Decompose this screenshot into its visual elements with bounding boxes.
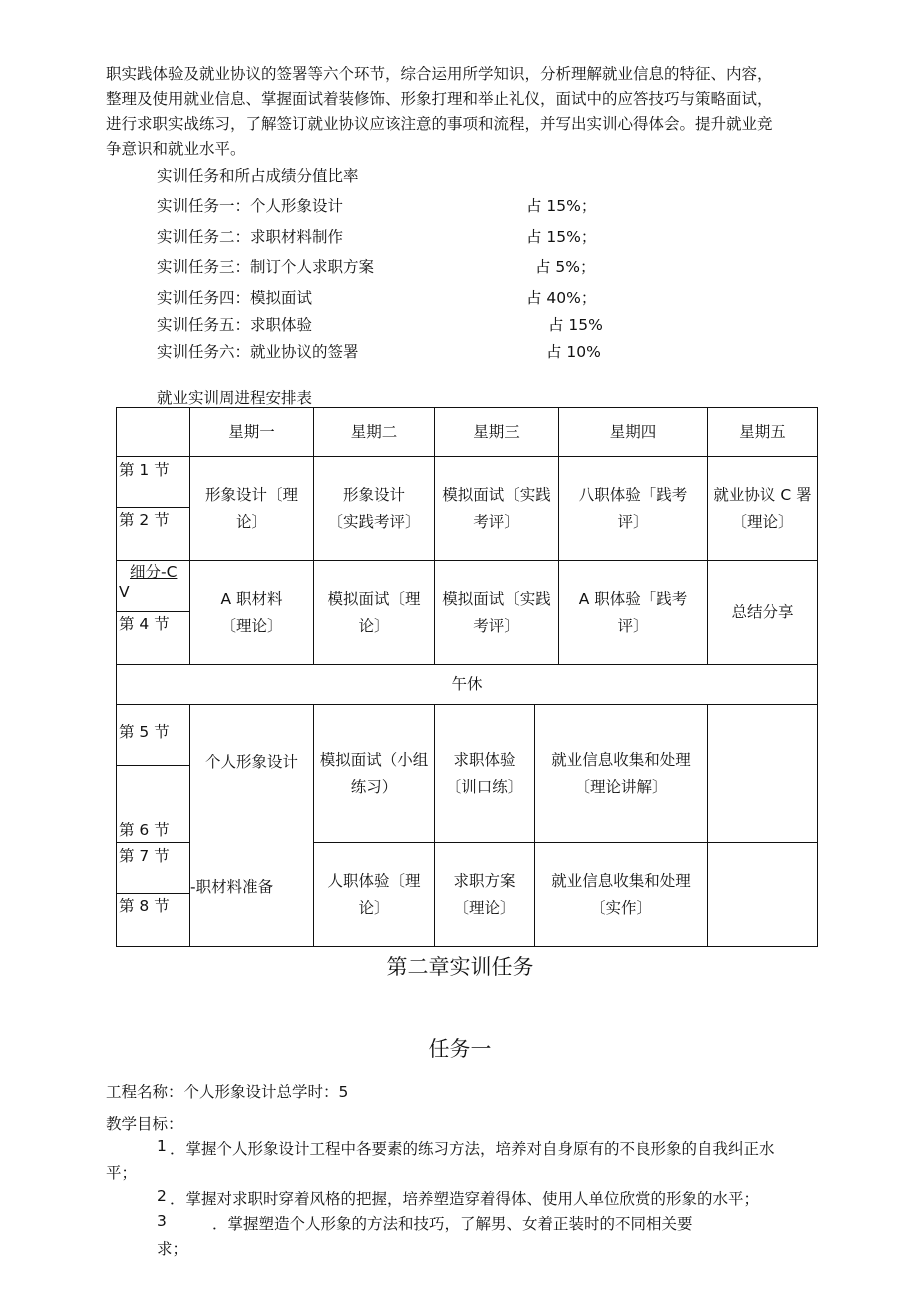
period-cell-1-2 — [117, 457, 190, 561]
cell-mon-5678 — [190, 705, 314, 947]
period-6-label: 第 6 节 — [119, 821, 170, 839]
task-2-name: 实训任务二：求职材料制作 — [157, 228, 344, 246]
intro-line-4: 争意识和就业水平。 — [106, 140, 246, 158]
cell-mon-34 — [190, 561, 314, 665]
day-header-fri: 星期五 — [708, 408, 818, 457]
cell-text-1: 八职体验「践考 — [578, 485, 688, 504]
period-cell-5-6 — [117, 705, 190, 843]
cell-text-1: 就业信息收集和处理 — [551, 750, 691, 769]
cell-text-1: 模拟面试〔实践 — [442, 589, 551, 608]
cell-text-2: 〔训口练〕 — [445, 777, 524, 796]
noon-break: 午休 — [117, 665, 818, 705]
task-1-pct: 占 15%； — [526, 197, 597, 215]
schedule-title: 就业实训周进程安排表 — [157, 389, 313, 407]
cell-text-1: 模拟面试（小组 — [319, 750, 429, 769]
task-2-pct: 占 15%； — [526, 228, 597, 246]
goal-3-text: ．掌握塑造个人形象的方法和技巧，了解男、女着正装时的不同相关要 — [212, 1215, 693, 1233]
cell-tue-34 — [314, 561, 435, 665]
cell-wed-12 — [435, 457, 559, 561]
cell-fri-56 — [708, 705, 818, 843]
cell-text-2: 论〕 — [358, 616, 390, 635]
cell-mon-12 — [190, 457, 314, 561]
cell-text-1: A 职材料 — [220, 589, 283, 608]
schedule-row-3-4 — [117, 561, 818, 665]
intro-line-3: 进行求职实战练习，了解签订就业协议应该注意的事项和流程，并写出实训心得体会。提升就业竞 — [106, 115, 773, 133]
cell-thu-78 — [535, 843, 708, 947]
task-3-name: 实训任务三：制订个人求职方案 — [157, 258, 375, 276]
cell-text-1: 就业信息收集和处理 — [551, 871, 691, 890]
goal-1-num: 1 — [157, 1137, 167, 1155]
task-5-pct: 占 15% — [548, 316, 603, 334]
cell-text-1: 模拟面试〔实践 — [442, 485, 551, 504]
day-header-wed: 星期三 — [435, 408, 559, 457]
cell-text-1: A 职体验「践考 — [578, 589, 688, 608]
cell-wed-78 — [435, 843, 535, 947]
period-1-label: 第 1 节 — [119, 461, 170, 479]
cell-text-1: 模拟面试〔理 — [327, 589, 421, 608]
cell-fri-12 — [708, 457, 818, 561]
day-header-tue: 星期二 — [314, 408, 435, 457]
cell-tue-78 — [314, 843, 435, 947]
period-5-label: 第 5 节 — [119, 723, 170, 741]
cell-text-2: 论〕 — [358, 898, 390, 917]
project-line: 工程名称：个人形象设计总学时：5 — [106, 1083, 349, 1101]
cell-tue-56 — [314, 705, 435, 843]
schedule-row-1-2 — [117, 457, 818, 561]
schedule-header-row — [117, 408, 818, 457]
period-divider — [117, 765, 189, 766]
day-header-mon: 星期一 — [190, 408, 314, 457]
cell-thu-56 — [535, 705, 708, 843]
period-7-label: 第 7 节 — [119, 847, 170, 865]
period-divider — [117, 893, 189, 894]
cell-text-1: 总结分享 — [731, 603, 794, 621]
cell-text-2: 考评〕 — [473, 616, 520, 635]
cell-thu-12 — [559, 457, 708, 561]
day-header-thu: 星期四 — [559, 408, 708, 457]
cell-wed-34 — [435, 561, 559, 665]
period-divider — [117, 611, 189, 612]
cell-text-1: 求职方案 — [453, 871, 516, 890]
cell-tue-12 — [314, 457, 435, 561]
task-5-name: 实训任务五：求职体验 — [157, 316, 313, 334]
task-heading: 任务一 — [428, 1037, 492, 1061]
cell-fri-34 — [708, 561, 818, 665]
task-4-pct: 占 40%； — [526, 289, 597, 307]
cell-thu-34 — [559, 561, 708, 665]
schedule-table — [116, 407, 818, 947]
corner-cell — [117, 408, 190, 457]
cell-text-2: 〔理论〕 — [220, 616, 283, 635]
task-4-name: 实训任务四：模拟面试 — [157, 289, 313, 307]
goal-1-text: ．掌握个人形象设计工程中各要素的练习方法，培养对自身原有的不良形象的自我纠正水 — [170, 1140, 775, 1158]
period-divider — [117, 507, 189, 508]
goal-2-num: 2 — [157, 1187, 167, 1205]
cell-text-1: 就业协议 C 署 — [713, 485, 812, 504]
cell-text-2: 〔实作〕 — [589, 898, 652, 917]
goal-3-num: 3 — [157, 1212, 167, 1230]
task-6-pct: 占 10% — [546, 343, 601, 361]
cell-text-2: 评〕 — [617, 616, 649, 635]
task-1-name: 实训任务一：个人形象设计 — [157, 197, 344, 215]
schedule-row-5-6 — [117, 705, 818, 843]
chapter-title: 第二章实训任务 — [386, 955, 534, 979]
cell-text-2: 评〕 — [617, 512, 649, 531]
period-8-label: 第 8 节 — [119, 897, 170, 915]
goal-3-cont: 求； — [157, 1240, 189, 1258]
cell-text-1: 形象设计 — [342, 485, 405, 504]
cell-fri-78 — [708, 843, 818, 947]
cell-text-1: 形象设计〔理 — [204, 485, 298, 504]
schedule-noon-row — [117, 665, 818, 705]
cell-text-1: 人职体验〔理 — [327, 871, 421, 890]
period-2-label: 第 2 节 — [119, 511, 170, 529]
period-3-label-cont: V — [119, 583, 130, 601]
period-3-label: 细分-C — [130, 563, 178, 581]
cell-text-2: 〔理论〕 — [453, 898, 516, 917]
period-4-label: 第 4 节 — [119, 615, 170, 633]
cell-wed-56 — [435, 705, 535, 843]
goal-2-text: ．掌握对求职时穿着风格的把握，培养塑造穿着得体、使用人单位欣赏的形象的水平； — [170, 1190, 760, 1208]
cell-text-2: 〔理论〕 — [731, 512, 794, 531]
goal-1-cont: 平； — [106, 1164, 138, 1182]
cell-text-1: 求职体验 — [453, 750, 516, 769]
task-3-pct: 占 5%； — [535, 258, 596, 276]
cell-text-2: 论〕 — [235, 512, 267, 531]
period-cell-7-8 — [117, 843, 190, 947]
cell-text-2: 考评〕 — [473, 512, 520, 531]
tasks-title: 实训任务和所占成绩分值比率 — [157, 167, 359, 185]
period-cell-3-4 — [117, 561, 190, 665]
cell-text-1: 个人形象设计 — [204, 752, 298, 771]
intro-line-2: 整理及使用就业信息、掌握面试着装修饰、形象打理和举止礼仪，面试中的应答技巧与策略面试， — [106, 90, 773, 108]
cell-text-2: 〔理论讲解〕 — [574, 777, 668, 796]
goals-label: 教学目标： — [106, 1115, 184, 1133]
cell-text-2: -职材料准备 — [190, 877, 274, 896]
task-6-name: 实训任务六：就业协议的签署 — [157, 343, 359, 361]
cell-text-2: 〔实践考评〕 — [327, 512, 421, 531]
cell-text-2: 练习） — [350, 777, 398, 796]
intro-line-1: 职实践体验及就业协议的签署等六个环节，综合运用所学知识，分析理解就业信息的特征、内容， — [106, 65, 773, 83]
